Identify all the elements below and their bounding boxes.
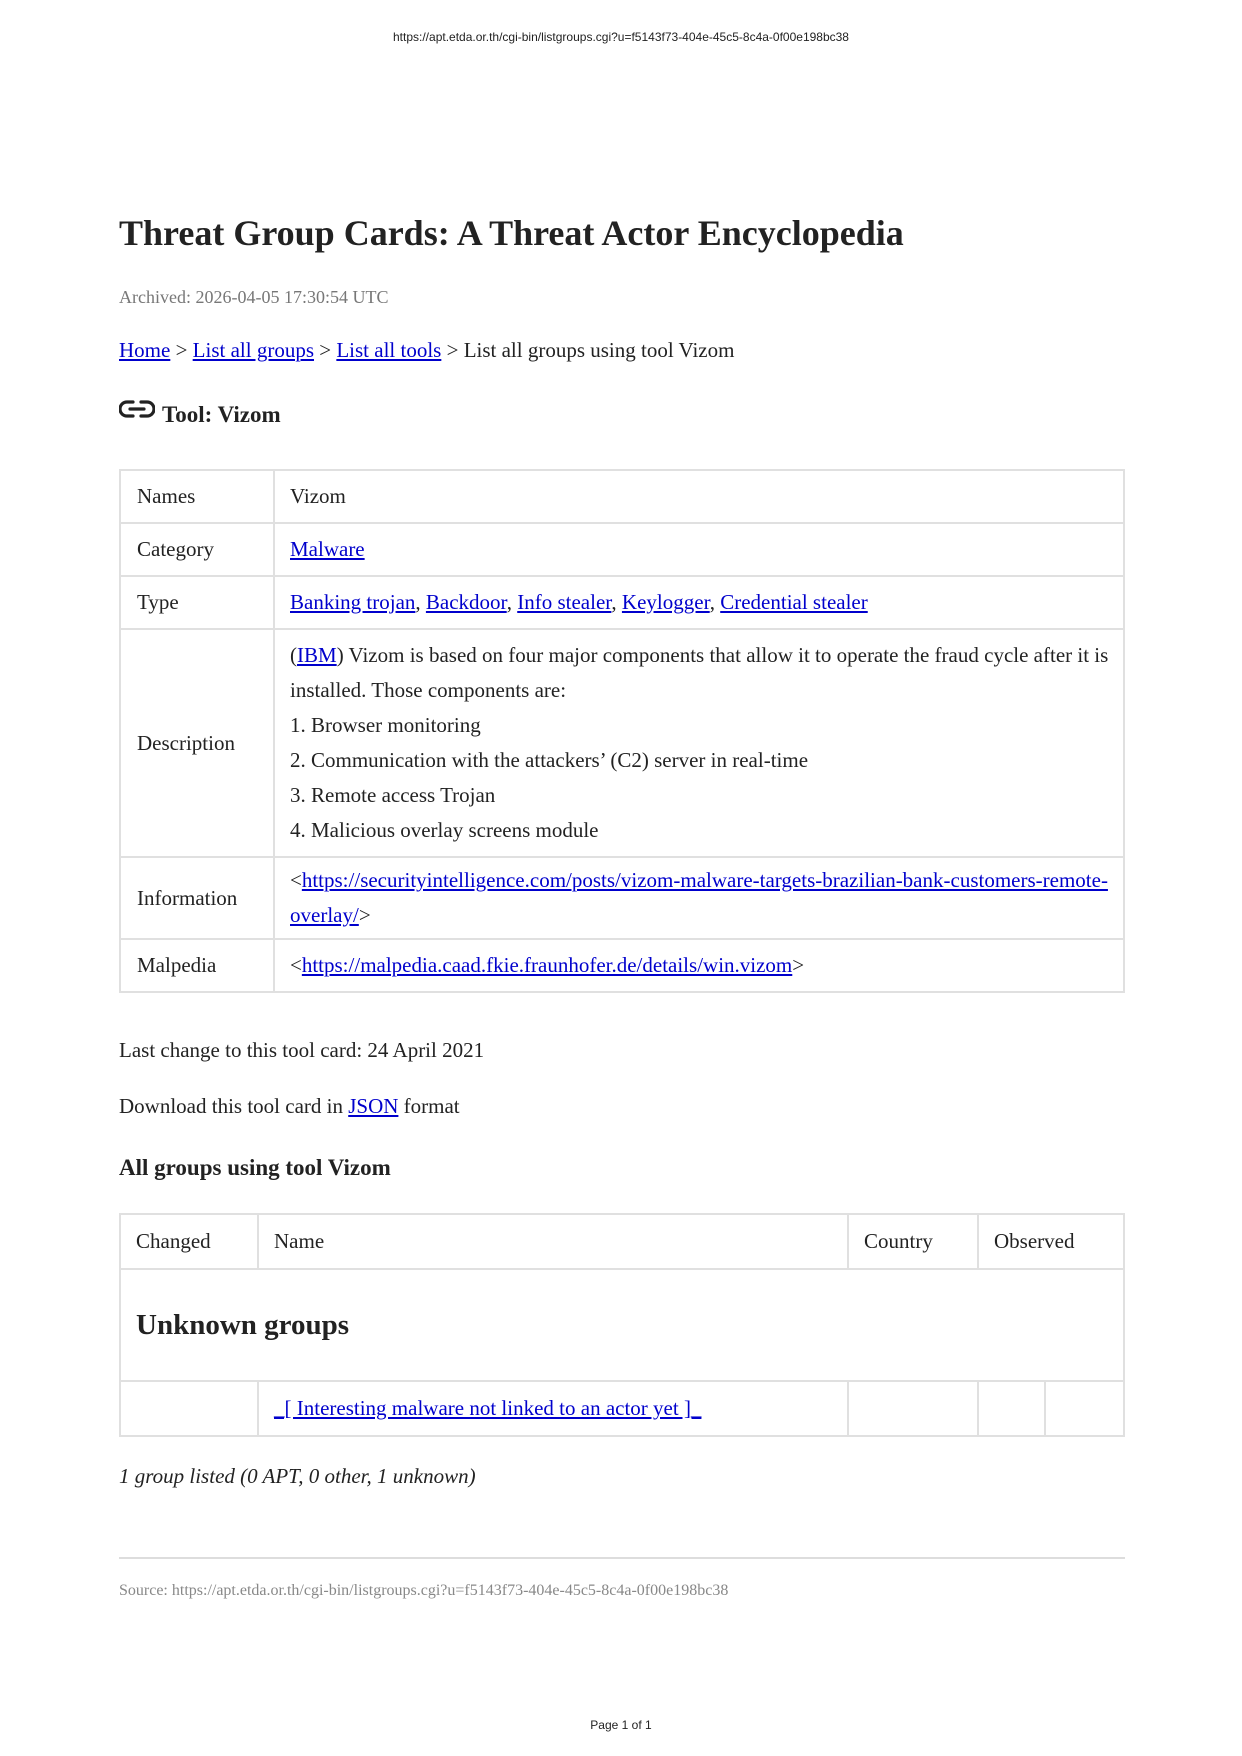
type-info-stealer-link[interactable]: Info stealer — [517, 590, 612, 614]
tool-heading — [119, 402, 281, 428]
groups-summary: 1 group listed (0 APT, 0 other, 1 unknown) — [119, 1464, 476, 1488]
tool-heading-text: Tool: Vizom — [162, 402, 281, 427]
table-row-information — [120, 857, 1124, 939]
table-row-category — [120, 523, 1124, 576]
category-malware-link[interactable]: Malware — [290, 537, 365, 561]
information-url-link[interactable]: https://securityintelligence.com/posts/vizom-malware-targets-brazilian-bank-customers-remote-overlay/ — [290, 868, 1108, 927]
breadcrumb-current: List all groups using tool Vizom — [463, 338, 735, 362]
description-intro — [290, 638, 1109, 708]
row-label-names: Names — [120, 470, 274, 523]
groups-table-header-row — [120, 1214, 1124, 1269]
groups-table — [119, 1213, 1125, 1437]
download-text-before: Download this tool card in — [119, 1094, 349, 1118]
description-intro-text: ) Vizom is based on four major components that allow it to operate the fraud cycle after it is installed. Those components are: — [290, 643, 1109, 702]
description-source-ibm-link[interactable]: IBM — [297, 643, 337, 667]
row-label-malpedia: Malpedia — [120, 939, 274, 992]
angle-open: < — [290, 868, 302, 892]
type-credential-stealer-link[interactable]: Credential stealer — [720, 590, 868, 614]
description-components-list — [290, 708, 1109, 848]
angle-open: < — [290, 953, 302, 977]
column-header-observed: Observed — [978, 1214, 1124, 1269]
row-label-information: Information — [120, 857, 274, 939]
description-open-paren: ( — [290, 643, 297, 667]
breadcrumb-list-groups-link[interactable]: List all groups — [192, 338, 314, 362]
cell-country — [848, 1381, 978, 1436]
link-icon — [119, 398, 155, 420]
row-label-type: Type — [120, 576, 274, 629]
category-cell — [274, 523, 1124, 576]
page-number: Page 1 of 1 — [590, 1718, 652, 1732]
tool-details-table — [119, 469, 1125, 993]
row-label-description: Description — [120, 629, 274, 857]
breadcrumb-separator: > — [175, 338, 188, 362]
list-item: 2. Communication with the attackers’ (C2) server in real-time — [290, 748, 809, 772]
groups-heading: All groups using tool Vizom — [119, 1155, 391, 1180]
cell-empty — [1045, 1381, 1124, 1436]
type-separator: , — [415, 590, 426, 614]
print-header-url: https://apt.etda.or.th/cgi-bin/listgroups.cgi?u=f5143f73-404e-45c5-8c4a-0f00e198bc38 — [393, 30, 849, 44]
breadcrumb — [119, 338, 734, 363]
list-item: 4. Malicious overlay screens module — [290, 818, 599, 842]
description-cell — [274, 629, 1124, 857]
breadcrumb-separator: > — [446, 338, 459, 362]
table-row — [120, 1381, 1124, 1436]
section-title-unknown-groups: Unknown groups — [120, 1269, 1124, 1381]
download-json-link[interactable]: JSON — [348, 1094, 399, 1118]
archived-timestamp: Archived: 2026-04-05 17:30:54 UTC — [119, 287, 389, 307]
table-row-malpedia — [120, 939, 1124, 992]
table-row-description — [120, 629, 1124, 857]
column-header-changed: Changed — [120, 1214, 258, 1269]
malpedia-cell — [274, 939, 1124, 992]
last-change-text: Last change to this tool card: 24 April 2021 — [119, 1038, 485, 1062]
column-header-country: Country — [848, 1214, 978, 1269]
breadcrumb-list-tools-link[interactable]: List all tools — [336, 338, 442, 362]
tool-names-value: Vizom — [274, 470, 1124, 523]
group-name-link[interactable]: _[ Interesting malware not linked to an actor yet ]_ — [274, 1396, 702, 1420]
breadcrumb-home-link[interactable]: Home — [119, 338, 171, 362]
cell-changed — [120, 1381, 258, 1436]
angle-close: > — [792, 953, 805, 977]
source-url-text: Source: https://apt.etda.or.th/cgi-bin/listgroups.cgi?u=f5143f73-404e-45c5-8c4a-0f00e198bc38 — [119, 1582, 729, 1599]
cell-name — [258, 1381, 848, 1436]
type-cell — [274, 576, 1124, 629]
footer-divider — [119, 1557, 1125, 1559]
section-row-unknown-groups — [120, 1269, 1124, 1381]
malpedia-url-link[interactable]: https://malpedia.caad.fkie.fraunhofer.de/details/win.vizom — [301, 953, 793, 977]
breadcrumb-separator: > — [319, 338, 332, 362]
list-item: 1. Browser monitoring — [290, 713, 481, 737]
page-title: Threat Group Cards: A Threat Actor Encyclopedia — [119, 213, 904, 253]
type-separator: , — [709, 590, 721, 614]
download-text-after: format — [398, 1094, 460, 1118]
row-label-category: Category — [120, 523, 274, 576]
type-separator: , — [611, 590, 622, 614]
list-item: 3. Remote access Trojan — [290, 783, 496, 807]
type-keylogger-link[interactable]: Keylogger — [621, 590, 710, 614]
information-cell — [274, 857, 1124, 939]
table-row-names — [120, 470, 1124, 523]
cell-observed — [978, 1381, 1045, 1436]
download-line — [119, 1094, 460, 1119]
column-header-name: Name — [258, 1214, 848, 1269]
table-row-type — [120, 576, 1124, 629]
angle-close: > — [358, 903, 371, 927]
type-backdoor-link[interactable]: Backdoor — [425, 590, 507, 614]
type-banking-trojan-link[interactable]: Banking trojan — [290, 590, 416, 614]
type-separator: , — [506, 590, 518, 614]
